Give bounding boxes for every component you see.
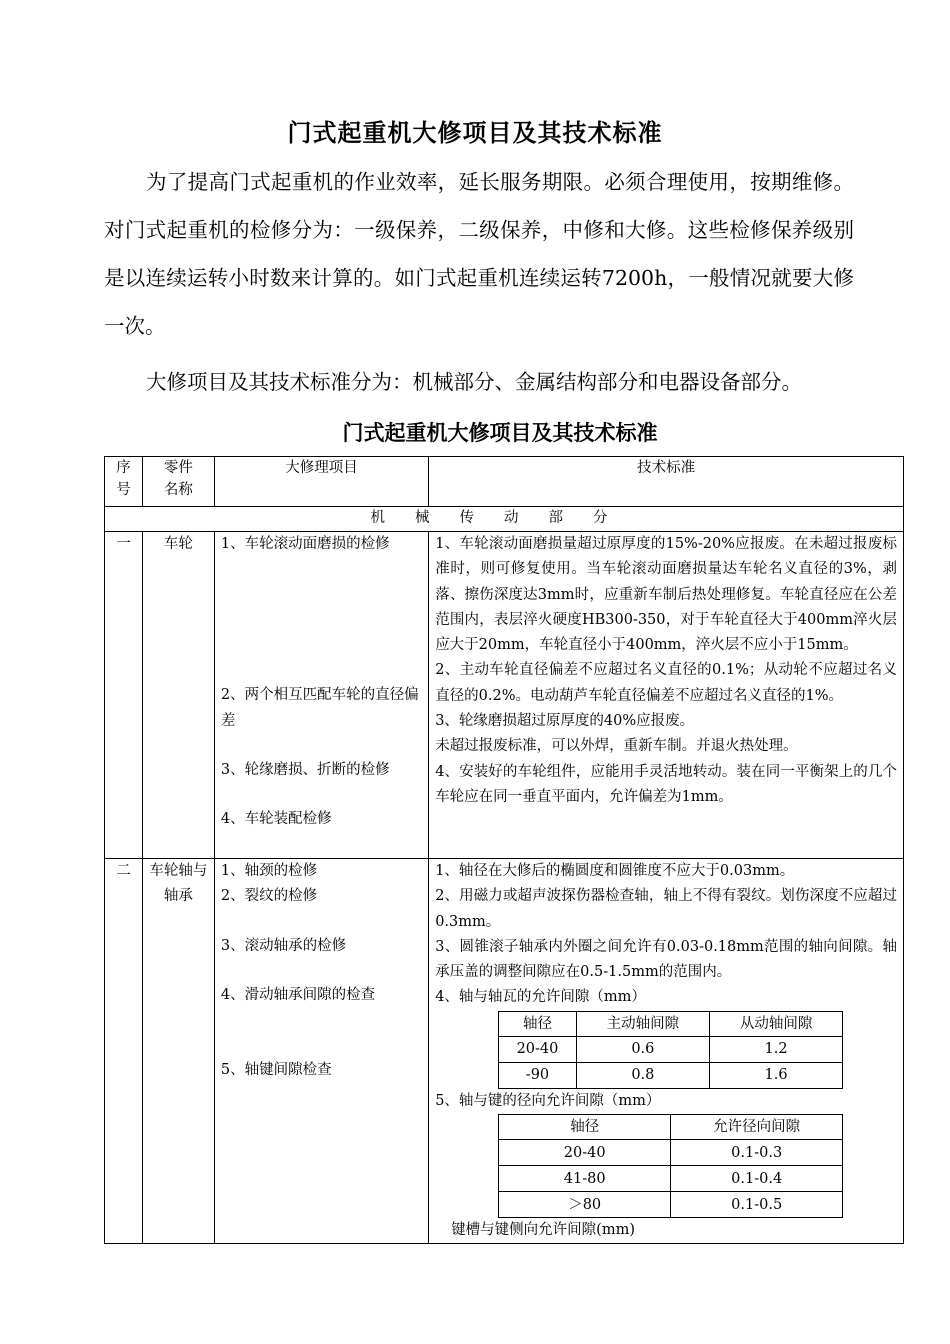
- row1-item-3: 3、轮缘磨损、折断的检修: [220, 761, 390, 778]
- sub4-cell: 1.2: [709, 1036, 842, 1062]
- row1-part: 车轮: [142, 532, 214, 859]
- row2-item-3: 3、滚动轴承的检修: [220, 937, 347, 954]
- intro-paragraph-2: 大修项目及其技术标准分为：机械部分、金属结构部分和电器设备部分。: [146, 370, 802, 394]
- sub4-cell: 1.6: [709, 1062, 842, 1088]
- section-label: 机械传动部分: [105, 507, 904, 532]
- row1-std-2: 2、主动车轮直径偏差不应超过名义直径的0.1%；从动轮不应超过名义直径的0.2%。电动葫芦车轮直径偏差不应超过名义直径的1%。: [435, 662, 897, 704]
- row2-item-5: 5、轴键间隙检查: [220, 1062, 332, 1079]
- header-no: 序号: [105, 457, 143, 507]
- shaft-key-clearance-table: [498, 1114, 843, 1218]
- sub4-cell: 0.6: [576, 1036, 709, 1062]
- row2-item-1: 1、轴颈的检修: [220, 863, 318, 879]
- row2-items: [214, 859, 428, 1244]
- row2-part: 车轮轴与轴承: [142, 859, 214, 1244]
- row2-std-2: 2、用磁力或超声波探伤器检查轴，轴上不得有裂纹。划伤深度不应超过0.3mm。: [435, 888, 897, 930]
- sub5-cell: 0.1-0.4: [671, 1166, 843, 1192]
- shaft-bearing-clearance-table: [498, 1011, 843, 1089]
- table-title: 门式起重机大修项目及其技术标准: [342, 420, 658, 445]
- row1-standards: [429, 532, 904, 859]
- row2-std-1: 1、轴径在大修后的椭圆度和圆锥度不应大于0.03mm。: [435, 863, 795, 879]
- table-row: [105, 532, 904, 859]
- row1-item-1: 1、车轮滚动面磨损的检修: [220, 536, 390, 552]
- sub5-cell: 0.1-0.3: [671, 1140, 843, 1166]
- sub5-cell: 0.1-0.5: [671, 1192, 843, 1218]
- sub4-cell: -90: [499, 1062, 577, 1088]
- header-item: 大修理项目: [214, 457, 428, 507]
- sub4-header: 轴径: [499, 1011, 577, 1036]
- row2-std-3: 3、圆锥滚子轴承内外圈之间允许有0.03-0.18mm范围的轴向间隙。轴承压盖的调整间隙应在0.5-1.5mm的范围内。: [435, 938, 897, 981]
- row1-items: [214, 532, 428, 859]
- sub5-header: 轴径: [499, 1115, 671, 1140]
- row1-std-1: 1、车轮滚动面磨损量超过原厚度的15%-20%应报废。在未超过报废标准时，则可修复使用。当车轮滚动面磨损量达车轮名义直径的3%，剥落、擦伤深度达3mm时，应重新车制后热处理修复。车轮直径应在公差范围内，表层淬火硬度HB300-350，对于车轮直径大于400mm淬火层应大于20mm，车轮直径小于400mm，淬火层不应小于15mm。: [435, 536, 897, 654]
- sub4-header: 从动轴间隙: [709, 1011, 842, 1036]
- row2-std-6: 键槽与键侧向允许间隙(mm): [451, 1222, 635, 1239]
- row1-item-4: 4、车轮装配检修: [220, 811, 332, 828]
- table-header-row: [105, 457, 904, 507]
- sub5-cell: ＞80: [499, 1192, 671, 1218]
- row1-item-2: 2、两个相互匹配车轮的直径偏差: [220, 687, 419, 729]
- row1-std-3b: 未超过报废标准，可以外焊，重新车制。并退火热处理。: [435, 738, 798, 755]
- row2-standards: [429, 859, 904, 1244]
- sub5-cell: 41-80: [499, 1166, 671, 1192]
- row1-std-3: 3、轮缘磨损超过原厚度的40%应报废。: [435, 713, 695, 730]
- row1-std-4: 4、安装好的车轮组件，应能用手灵活地转动。装在同一平衡架上的几个车轮应在同一垂直平面内，允许偏差为1mm。: [435, 763, 897, 805]
- standards-table: [104, 456, 904, 1244]
- header-part: 零件名称: [142, 457, 214, 507]
- row2-std-5: 5、轴与键的径向允许间隙（mm）: [435, 1092, 661, 1109]
- header-std: 技术标准: [429, 457, 904, 507]
- sub4-cell: 20-40: [499, 1036, 577, 1062]
- section-row: [105, 507, 904, 532]
- sub5-header: 允许径向间隙: [671, 1115, 843, 1140]
- sub4-header: 主动轴间隙: [576, 1011, 709, 1036]
- table-row: [105, 859, 904, 1244]
- sub4-cell: 0.8: [576, 1062, 709, 1088]
- row2-item-2: 2、裂纹的检修: [220, 888, 318, 905]
- row2-item-4: 4、滑动轴承间隙的检查: [220, 986, 376, 1003]
- row1-no: 一: [105, 532, 143, 859]
- document-title: 门式起重机大修项目及其技术标准: [287, 118, 663, 147]
- row2-no: 二: [105, 859, 143, 1244]
- row2-std-4: 4、轴与轴瓦的允许间隙（mm）: [435, 989, 646, 1006]
- sub5-cell: 20-40: [499, 1140, 671, 1166]
- intro-paragraph: 为了提高门式起重机的作业效率，延长服务期限。必须合理使用，按期维修。对门式起重机的检修分为：一级保养，二级保养，中修和大修。这些检修保养级别是以连续运转小时数来计算的。如门式起重机连续运转7200h，一般情况就要大修一次。: [104, 170, 854, 338]
